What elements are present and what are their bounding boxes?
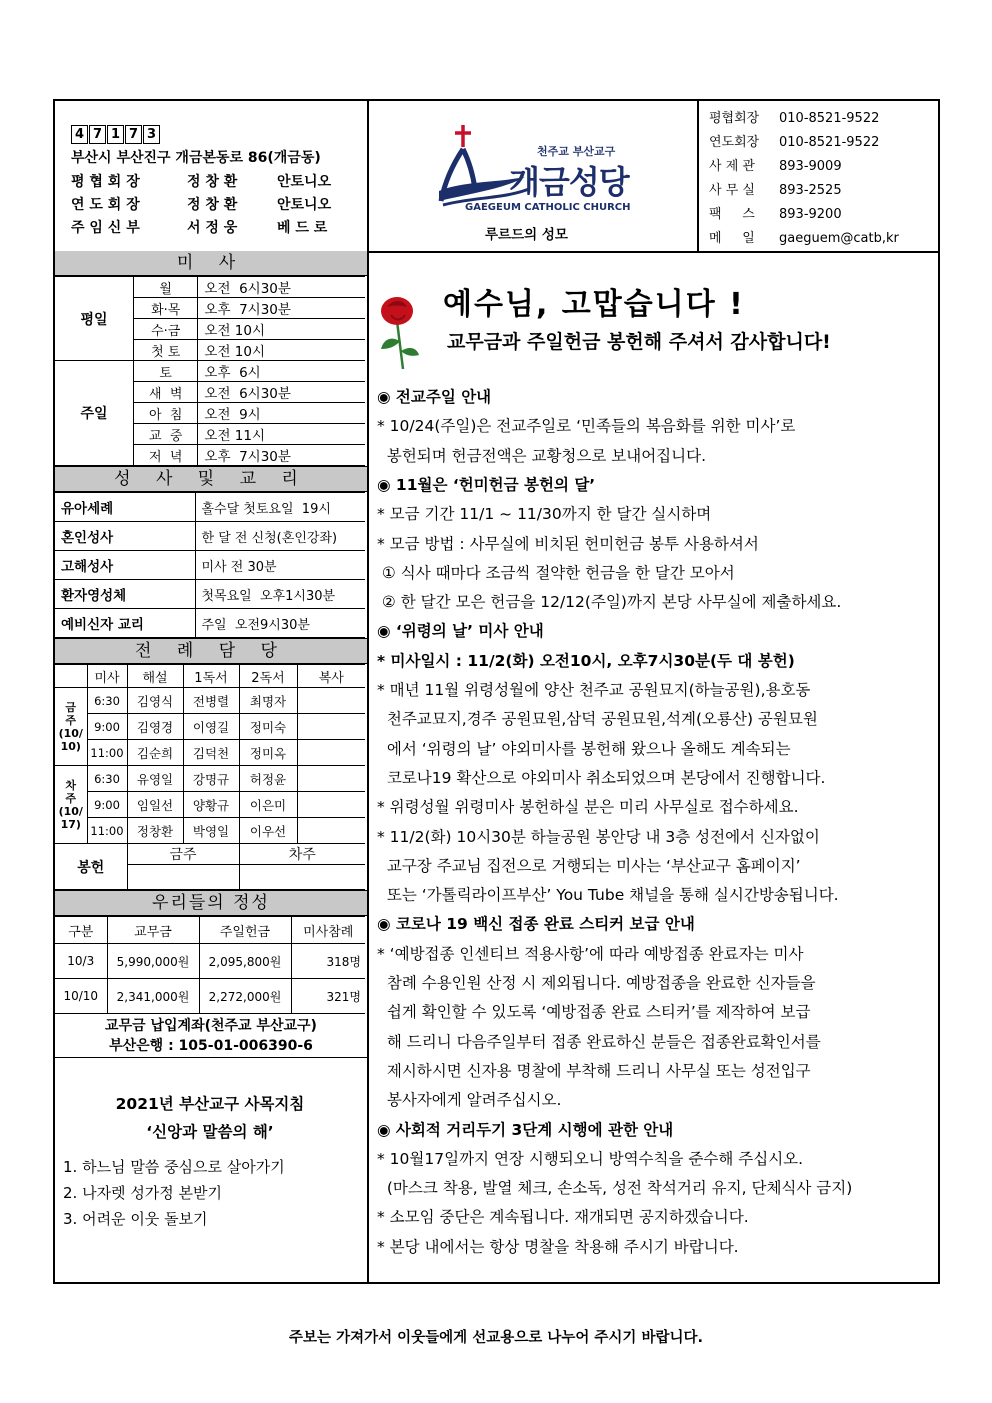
contact-row <box>709 227 899 246</box>
offerings-header: 미사참례 <box>291 917 365 944</box>
liturgy-header: 복사 <box>297 665 365 688</box>
notice-line: * 모금 방법 : 사무실에 비치된 헌미헌금 봉투 사용하셔서 <box>377 534 759 553</box>
liturgy-cell <box>297 714 365 740</box>
sacrament-detail: 홀수달 첫토요일 19시 <box>195 493 365 522</box>
sacrament-name: 고해성사 <box>55 551 195 580</box>
contact-row <box>709 203 842 222</box>
postcode-digit: 4 <box>71 125 88 144</box>
account-line1: 교무금 납입계좌(천주교 부산교구) <box>105 1018 317 1034</box>
liturgy-cell: 강명규 <box>183 766 239 792</box>
contact-value[interactable]: 893-9009 <box>779 159 842 174</box>
mass-day: 첫 토 <box>134 340 198 361</box>
contact-row <box>709 155 842 174</box>
contact-block <box>697 101 938 251</box>
staff-name: 정 창 환 <box>187 197 238 213</box>
liturgy-cell <box>297 818 365 844</box>
contact-label: 평협회장 <box>709 111 760 126</box>
notice-line: 해 드리니 다음주일부터 접종 완료하신 분들은 접종완료확인서를 <box>377 1032 821 1051</box>
sacrament-row <box>55 493 365 522</box>
notice-line: * 소모임 중단은 계속됩니다. 재개되면 공지하겠습니다. <box>377 1208 749 1227</box>
pastoral-item: 3. 어려운 이웃 돌보기 <box>63 1210 208 1228</box>
staff-row <box>71 171 331 191</box>
offerings-header: 교무금 <box>107 917 199 944</box>
notice-line: 봉헌되며 헌금전액은 교황청으로 보내어집니다. <box>377 446 707 465</box>
contact-value[interactable]: gaeguem@catb,kr <box>779 231 899 246</box>
notice-line: 참례 수용인원 산정 시 제외됩니다. 예방접종을 완료한 신자들을 <box>377 974 816 992</box>
notice-line: 코로나19 확산으로 야외미사 취소되었으며 본당에서 진행합니다. <box>377 768 826 787</box>
offerings-cell: 5,990,000원 <box>107 944 199 979</box>
staff-row <box>71 217 327 237</box>
contact-label: 메 일 <box>709 231 755 246</box>
liturgy-cell <box>297 792 365 818</box>
staff-baptism-name: 안토니오 <box>277 197 332 213</box>
liturgy-cell: 양황규 <box>183 792 239 818</box>
mass-day: 수·금 <box>134 319 198 340</box>
offering-next-week-names <box>239 865 365 890</box>
account-line2: 부산은행 : 105-01-006390-6 <box>109 1038 313 1054</box>
sacrament-name: 유아세례 <box>55 493 195 522</box>
staff-role: 주 임 신 부 <box>71 220 140 236</box>
notice-line: * 11/2(화) 10시30분 하늘공원 봉안당 내 3층 성전에서 신자없이 <box>377 827 820 846</box>
mass-day: 새 벽 <box>134 382 198 403</box>
liturgy-cell: 김영식 <box>127 688 183 714</box>
church-logo <box>367 101 699 251</box>
staff-name: 서 정 웅 <box>187 220 238 236</box>
liturgy-header: 미사 <box>87 665 127 688</box>
liturgy-cell: 6:30 <box>87 688 127 714</box>
mass-day: 저 녁 <box>134 445 198 466</box>
mass-time: 오전 9시 <box>198 403 365 424</box>
liturgy-row <box>55 766 365 792</box>
offerings-cell: 2,341,000원 <box>107 979 199 1014</box>
sacraments-table <box>55 492 365 638</box>
contact-label: 연도회장 <box>709 135 760 150</box>
notice-line: * 본당 내에서는 항상 명찰을 착용해 주시기 바랍니다. <box>377 1237 739 1256</box>
offering-this-week: 금주 <box>127 844 239 865</box>
mass-time: 오전 10시 <box>198 319 365 340</box>
staff-row <box>71 194 331 214</box>
liturgy-cell: 김순희 <box>127 740 183 766</box>
liturgy-cell <box>297 740 365 766</box>
notice-heading: ◉ 11월은 ‘헌미헌금 봉헌의 달’ <box>377 475 596 494</box>
mass-day: 아 침 <box>134 403 198 424</box>
postcode-digit: 7 <box>89 125 106 144</box>
liturgy-cell: 11:00 <box>87 818 127 844</box>
notice-line: (마스크 착용, 발열 체크, 손소독, 성전 착석거리 유지, 단체식사 금지) <box>377 1179 853 1198</box>
account-info <box>55 1014 367 1058</box>
notice-line: * 10/24(주일)은 전교주일로 ‘민족들의 복음화를 위한 미사’로 <box>377 417 796 436</box>
mass-time: 오전 10시 <box>198 340 365 361</box>
offerings-cell: 321명 <box>291 979 365 1014</box>
notice-line: 교구장 주교님 집전으로 거행되는 미사는 ‘부산교구 홈페이지’ <box>377 856 801 875</box>
offering-this-week-names <box>127 865 239 890</box>
sacrament-detail: 첫목요일 오후1시30분 <box>195 580 365 609</box>
staff-baptism-name: 베 드 로 <box>277 220 328 236</box>
notice-line: 쉽게 확인할 수 있도록 ‘예방접종 완료 스티커’를 제작하여 보급 <box>377 1003 811 1022</box>
staff-baptism-name: 안토니오 <box>277 174 332 190</box>
offerings-cell: 2,095,800원 <box>199 944 291 979</box>
liturgy-cell: 9:00 <box>87 792 127 818</box>
liturgy-cell: 9:00 <box>87 714 127 740</box>
offerings-cell: 10/10 <box>55 979 107 1014</box>
mass-day: 교 중 <box>134 424 198 445</box>
liturgy-cell: 김덕천 <box>183 740 239 766</box>
liturgy-cell: 김영경 <box>127 714 183 740</box>
notice-line: ① 식사 때마다 조금씩 절약한 헌금을 한 달간 모아서 <box>377 563 735 582</box>
liturgy-cell: 이영길 <box>183 714 239 740</box>
offerings-header: 구분 <box>55 917 107 944</box>
postcode <box>71 123 161 144</box>
sacrament-detail: 미사 전 30분 <box>195 551 365 580</box>
liturgy-row <box>55 688 365 714</box>
mass-time: 오후 6시 <box>198 361 365 382</box>
sacrament-name: 예비신자 교리 <box>55 609 195 638</box>
liturgy-row <box>55 714 365 740</box>
mass-time: 오전 6시30분 <box>198 277 365 298</box>
bulletin-frame <box>53 99 940 1284</box>
mass-row <box>55 277 365 298</box>
contact-label: 사 무 실 <box>709 183 755 198</box>
liturgy-week-label: 금 주 (10/ 10) <box>55 688 87 766</box>
notice-heading: ◉ 사회적 거리두기 3단계 시행에 관한 안내 <box>377 1120 674 1139</box>
mass-row <box>55 361 365 382</box>
contact-row <box>709 107 879 126</box>
offerings-table <box>55 916 365 1014</box>
offerings-row <box>55 944 365 979</box>
mass-day: 월 <box>134 277 198 298</box>
staff-role: 평 협 회 장 <box>71 174 140 190</box>
notice-line: 제시하시면 신자용 명찰에 부착해 드리니 사무실 또는 성전입구 <box>377 1061 811 1080</box>
liturgy-cell <box>297 688 365 714</box>
sacrament-name: 혼인성사 <box>55 522 195 551</box>
offerings-header: 주일헌금 <box>199 917 291 944</box>
liturgy-cell: 정창환 <box>127 818 183 844</box>
sacrament-row <box>55 580 365 609</box>
address-block <box>55 101 369 251</box>
liturgy-cell: 6:30 <box>87 766 127 792</box>
offerings-header-row <box>55 917 365 944</box>
notice-line: * 모금 기간 11/1 ~ 11/30까지 한 달간 실시하며 <box>377 505 712 524</box>
pastoral-item: 1. 하느님 말씀 중심으로 살아가기 <box>63 1158 285 1176</box>
liturgy-cell: 정미숙 <box>239 714 297 740</box>
liturgy-header: 해설 <box>127 665 183 688</box>
logo-diocese: 천주교 부산교구 <box>537 145 616 158</box>
pastoral-item: 2. 나자렛 성가정 본받기 <box>63 1184 223 1202</box>
liturgy-header: 2독서 <box>239 665 297 688</box>
mass-day: 토 <box>134 361 198 382</box>
left-column <box>55 251 369 1284</box>
notice-line: 또는 ‘가톨릭라이프부산’ You Tube 채널을 통해 실시간방송됩니다. <box>377 886 839 905</box>
liturgy-cell <box>297 766 365 792</box>
pastoral-subtitle: ‘신앙과 말씀의 해’ <box>146 1123 274 1141</box>
logo-english: GAEGEUM CATHOLIC CHURCH <box>465 202 631 213</box>
liturgy-row <box>55 792 365 818</box>
liturgy-cell: 11:00 <box>87 740 127 766</box>
contact-label: 사 제 관 <box>709 159 755 174</box>
liturgy-row <box>55 818 365 844</box>
liturgy-week-label: 차 주 (10/ 17) <box>55 766 87 844</box>
mass-time: 오전 6시30분 <box>198 382 365 403</box>
contact-value[interactable]: 893-9200 <box>779 207 842 222</box>
subheadline: 교무금과 주일헌금 봉헌해 주셔서 감사합니다! <box>447 331 831 353</box>
mass-time: 오전 11시 <box>198 424 365 445</box>
contact-row <box>709 131 879 150</box>
postcode-digit: 3 <box>143 125 160 144</box>
sacrament-detail: 주일 오전9시30분 <box>195 609 365 638</box>
logo-name: 개금성당 <box>509 163 629 201</box>
contact-row <box>709 179 842 198</box>
mass-group-label: 주일 <box>55 361 134 466</box>
offerings-row <box>55 979 365 1014</box>
sacrament-row <box>55 522 365 551</box>
logo-caption: 루르드의 성모 <box>485 227 568 243</box>
liturgy-cell: 유영일 <box>127 766 183 792</box>
contact-value[interactable]: 010-8521-9522 <box>779 111 880 126</box>
address: 부산시 부산진구 개금본동로 86(개금동) <box>71 150 321 166</box>
notice-line: 에서 ‘위령의 날’ 야외미사를 봉헌해 왔으나 올해도 계속되는 <box>377 739 791 758</box>
notice-line: * 10월17일까지 연장 시행되오니 방역수칙을 준수해 주십시오. <box>377 1149 804 1168</box>
header <box>55 101 938 253</box>
mass-group-label: 평일 <box>55 277 134 361</box>
mass-time: 오후 7시30분 <box>198 445 365 466</box>
liturgy-cell: 최명자 <box>239 688 297 714</box>
mass-title: 미 사 <box>55 251 367 276</box>
offering-row <box>55 844 365 865</box>
liturgy-table <box>55 664 365 890</box>
notice-line: 봉사자에게 알려주십시오. <box>377 1091 562 1110</box>
notice-line: 천주교묘지,경주 공원묘원,삼덕 공원묘원,석계(오룡산) 공원묘원 <box>377 710 818 729</box>
notice-heading: ◉ ‘위령의 날’ 미사 안내 <box>377 622 544 641</box>
liturgy-cell: 이우선 <box>239 818 297 844</box>
postcode-digit: 1 <box>107 125 124 144</box>
notice-line: ② 한 달간 모은 헌금을 12/12(주일)까지 본당 사무실에 제출하세요. <box>377 593 842 612</box>
notice-heading: ◉ 전교주일 안내 <box>377 388 492 406</box>
notice-line: * 매년 11월 위령성월에 양산 천주교 공원묘지(하늘공원),용호동 <box>377 681 811 699</box>
sacraments-title: 성 사 및 교 리 <box>55 466 367 492</box>
liturgy-header: 1독서 <box>183 665 239 688</box>
postcode-digit: 7 <box>125 125 142 144</box>
offerings-cell: 318명 <box>291 944 365 979</box>
offering-next-week: 차주 <box>239 844 365 865</box>
notice-line: * 위령성월 위령미사 봉헌하실 분은 미리 사무실로 접수하세요. <box>377 798 799 817</box>
offerings-title: 우리들의 정성 <box>55 890 367 916</box>
notice-line: * ‘예방접종 인센티브 적용사항’에 따라 예방접종 완료자는 미사 <box>377 944 804 963</box>
contact-value[interactable]: 893-2525 <box>779 183 842 198</box>
notice-heading: ◉ 코로나 19 백신 접종 완료 스티커 보급 안내 <box>377 915 695 934</box>
right-column <box>369 251 938 1284</box>
mass-day: 화·목 <box>134 298 198 319</box>
staff-name: 정 창 환 <box>187 174 238 190</box>
sacrament-detail: 한 달 전 신청(혼인강좌) <box>195 522 365 551</box>
offering-label: 봉헌 <box>55 844 127 890</box>
footer-note: 주보는 가져가서 이웃들에게 선교용으로 나누어 주시기 바랍니다. <box>289 1330 703 1346</box>
contact-label: 팩 스 <box>709 207 755 222</box>
contact-value[interactable]: 010-8521-9522 <box>779 135 880 150</box>
notice-line: * 미사일시 : 11/2(화) 오전10시, 오후7시30분(두 대 봉헌) <box>377 651 795 670</box>
sacrament-row <box>55 609 365 638</box>
liturgy-header-row <box>55 665 365 688</box>
headline: 예수님, 고맙습니다 ! <box>443 287 745 322</box>
rose-icon <box>373 291 423 371</box>
liturgy-cell: 박영일 <box>183 818 239 844</box>
liturgy-row <box>55 740 365 766</box>
liturgy-cell: 이은미 <box>239 792 297 818</box>
liturgy-title: 전 례 담 당 <box>55 638 367 664</box>
mass-time: 오후 7시30분 <box>198 298 365 319</box>
pastoral-title: 2021년 부산교구 사목지침 <box>115 1095 305 1113</box>
offerings-cell: 2,272,000원 <box>199 979 291 1014</box>
liturgy-header-corner <box>55 665 87 688</box>
mass-table <box>55 276 365 466</box>
liturgy-cell: 정미옥 <box>239 740 297 766</box>
sacrament-name: 환자영성체 <box>55 580 195 609</box>
liturgy-cell: 임일선 <box>127 792 183 818</box>
sacrament-row <box>55 551 365 580</box>
liturgy-cell: 전병렬 <box>183 688 239 714</box>
liturgy-cell: 허정윤 <box>239 766 297 792</box>
offerings-cell: 10/3 <box>55 944 107 979</box>
staff-role: 연 도 회 장 <box>71 197 140 213</box>
